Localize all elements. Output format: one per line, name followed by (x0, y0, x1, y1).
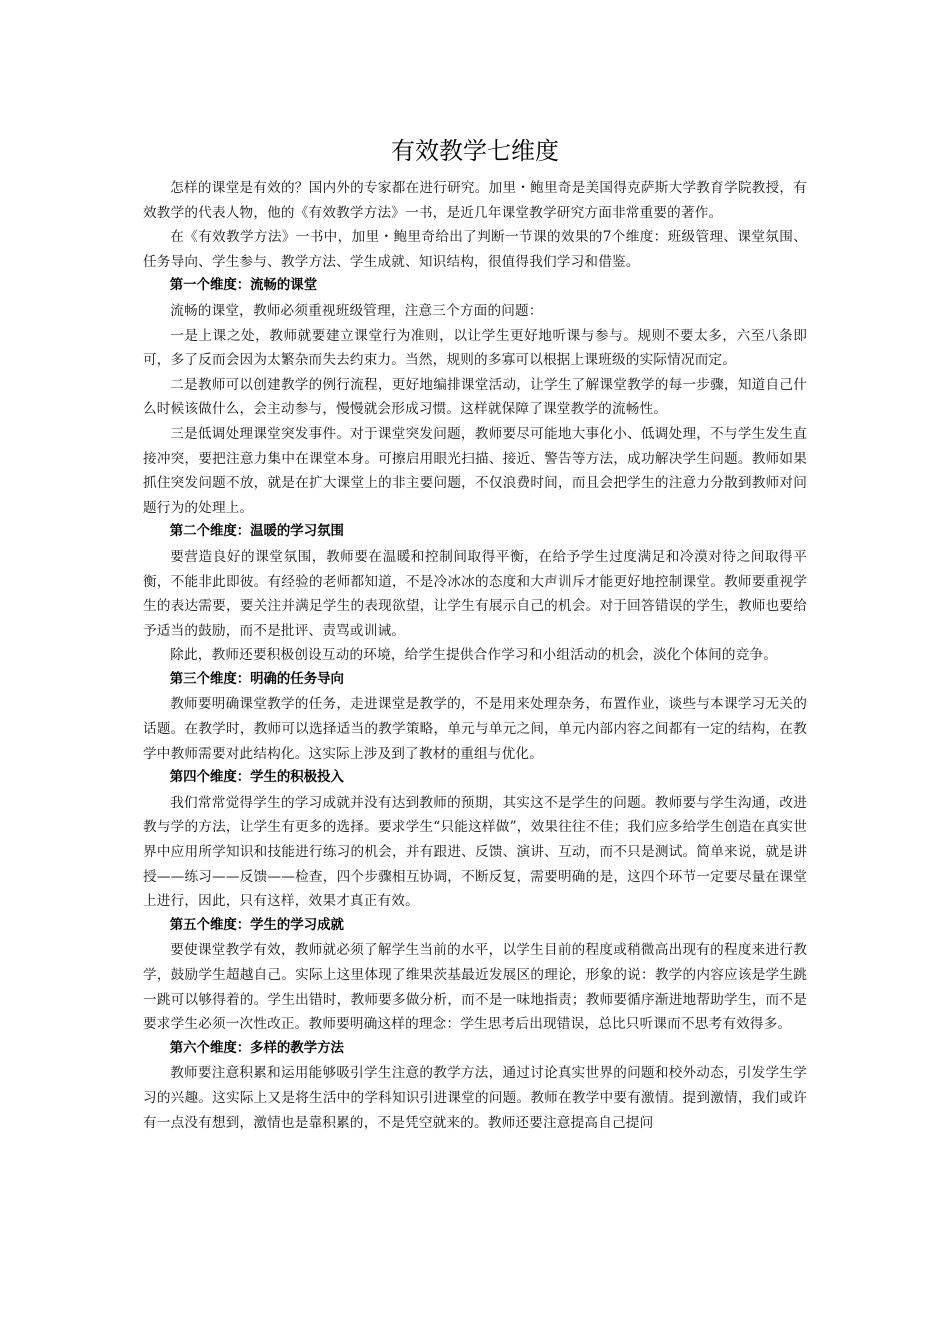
document-title: 有效教学七维度 (391, 137, 559, 165)
paragraph: 教师要明确课堂教学的任务，走进课堂是教学的，不是用来处理杂务，布置作业，谈些与本课学习无关的话题。在教学时，教师可以选择适当的教学策略，单元与单元之间，单元内部内容之间都有一定的结构，在教学中教师需要对此结构化。这实际上涉及到了教材的重组与优化。 (143, 696, 807, 762)
document-body (143, 176, 807, 1135)
paragraph: 我们常常觉得学生的学习成就并没有达到教师的预期，其实这不是学生的问题。教师要与学生沟通，改进教与学的方法，让学生有更多的选择。要求学生“只能这样做”，效果往往不佳；我们应多给学生创造在真实世界中应用所学知识和技能进行练习的机会，并有跟进、反馈、演讲、互动，而不只是测试。简单来说，就是讲授——练习——反馈——检查，四个步骤相互协调，不断反复，需要明确的是，这四个环节一定要尽量在课堂上进行，因此，只有这样，效果才真正有效。 (143, 794, 807, 910)
section-heading: 第六个维度：多样的教学方法 (169, 1040, 344, 1056)
section-heading: 第四个维度：学生的积极投入 (169, 770, 344, 786)
section-heading: 第一个维度：流畅的课堂 (169, 278, 318, 294)
section-heading: 第三个维度：明确的任务导向 (169, 671, 344, 687)
paragraph: 二是教师可以创建教学的例行流程，更好地编排课堂活动，让学生了解课堂教学的每一步骤，知道自己什么时候该做什么，会主动参与，慢慢就会形成习惯。这样就保障了课堂教学的流畅性。 (143, 376, 807, 418)
paragraph: 在《有效教学方法》一书中，加里・鲍里奇给出了判断一节课的效果的7个维度：班级管理、课堂氛围、任务导向、学生参与、教学方法、学生成就、知识结构，很值得我们学习和借鉴。 (143, 229, 807, 270)
section-heading: 第五个维度：学生的学习成就 (169, 917, 344, 933)
paragraph: 教师要注意积累和运用能够吸引学生注意的教学方法，通过讨论真实世界的问题和校外动态，引发学生学习的兴趣。这实际上又是将生活中的学科知识引进课堂的问题。教师在教学中要有激情。提到激情，我们或许有一点没有想到，激情也是靠积累的，不是凭空就来的。教师还要注意提高自己提问 (143, 1065, 807, 1131)
paragraph: 怎样的课堂是有效的？国内外的专家都在进行研究。加里・鲍里奇是美国得克萨斯大学教育学院教授，有效教学的代表人物，他的《有效教学方法》一书，是近几年课堂教学研究方面非常重要的著作。 (143, 180, 807, 221)
paragraph: 除此，教师还要积极创设互动的环境，给学生提供合作学习和小组活动的机会，淡化个体间的竞争。 (170, 647, 778, 664)
paragraph: 要营造良好的课堂氛围，教师要在温暖和控制间取得平衡，在给予学生过度满足和冷漠对待之间取得平衡，不能非此即彼。有经验的老师都知道，不是冷冰冰的态度和大声训斥才能更好地控制课堂。教师要重视学生的表达需要，要关注并满足学生的表现欲望，让学生有展示自己的机会。对于回答错误的学生，教师也要给予适当的鼓励，而不是批评、责骂或训诫。 (143, 548, 807, 639)
section-heading: 第二个维度：温暖的学习氛围 (169, 524, 344, 540)
paragraph: 一是上课之处，教师就要建立课堂行为准则，以让学生更好地听课与参与。规则不要太多，六至八条即可，多了反而会因为太繁杂而失去约束力。当然，规则的多寡可以根据上课班级的实际情况而定。 (143, 327, 807, 369)
paragraph: 要使课堂教学有效，教师就必须了解学生当前的水平，以学生目前的程度或稍微高出现有的程度来进行教学，鼓励学生超越自己。实际上这里体现了维果茨基最近发展区的理论，形象的说：教学的内容应该是学生跳一跳可以够得着的。学生出错时，教师要多做分析，而不是一味地指责；教师要循序渐进地帮助学生，而不是要求学生必须一次性改正。教师要明确这样的理念：学生思考后出现错误，总比只听课而不思考有效得多。 (143, 942, 807, 1033)
paragraph: 三是低调处理课堂突发事件。对于课堂突发问题，教师要尽可能地大事化小、低调处理，不与学生发生直接冲突，要把注意力集中在课堂本身。可擦启用眼光扫描、接近、警告等方法，成功解决学生问题。教师如果抓住突发问题不放，就是在扩大课堂上的非主要问题，不仅浪费时间，而且会把学生的注意力分散到教师对问题行为的处理上。 (143, 425, 807, 516)
paragraph: 流畅的课堂，教师必须重视班级管理，注意三个方面的问题： (170, 302, 543, 319)
